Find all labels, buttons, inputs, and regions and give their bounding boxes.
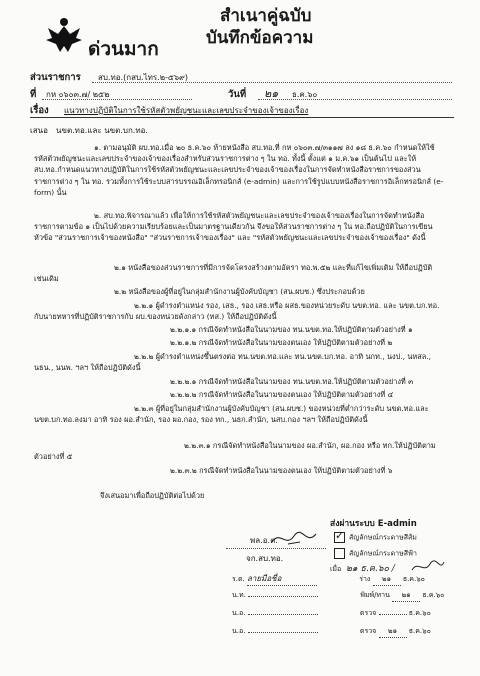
paragraph-2: ๒. สบ.ทอ.พิจารณาแล้ว เพื่อให้การใช้รหัสตัวพยัญชนะและเลขประจำของเจ้าของเรื่องในการจัดทำหนังสือราชการตามข้อ ๑ เป็นไปด้วยความเรียบร้อยและเป็นมาตรฐานเดียวกัน จึงขอให้ส่วนราชการต่าง ๆ ใน ทอ.ถือปฏิบัติในการเขียนหัวข้อ "ส่วนราชการเจ้าของหนังสือ" "ส่วนราชการเจ้าของเรื่อง" และ "รหัสตัวพยัญชนะและเลขประจำของเจ้าของเรื่อง" ดังนี้ — [34, 211, 433, 243]
routing-name — [248, 632, 318, 633]
urgency-label: ด่วนมาก — [88, 38, 159, 60]
eadmin-option-orange[interactable] — [334, 532, 417, 544]
routing-day: ๒๑ — [392, 590, 420, 602]
paragraph-2-2-1: ๒.๒.๑ ผู้ดำรงตำแหน่ง รอง, เสธ., รอง เสธ.หรือ ผสธ.ของหน่วยระดับ นขต.ทอ. และ นขต.บก.ทอ. กับนายทหารที่ปฏิบัติราชการกับ ผบ.ของหน่วยดังกล่าว (ทส.) ให้ถือปฏิบัติดังนี้ — [34, 301, 440, 322]
routing-step: ตรวจ — [359, 627, 377, 635]
memo-title: บันทึกข้อความ — [206, 28, 314, 48]
eadmin-option-orange-label: สัญลักษณ์กระดาษสีส้ม — [349, 533, 417, 542]
routing-day: ๒๑ — [373, 574, 401, 586]
to-value: นขต.ทอ.และ นขต.บก.ทอ. — [56, 126, 148, 135]
paragraph-2-2-2: ๒.๒.๒ ผู้ดำรงตำแหน่งขึ้นตรงต่อ ทน.นขต.ทอ.และ ทน.นขต.บก.ทอ. อาทิ นกท., นงป., นหสล., นธน., นนพ. ฯลฯ ให้ถือปฏิบัติดังนี้ — [34, 352, 432, 373]
checkbox-icon[interactable] — [334, 548, 345, 559]
paragraph-2-2-1-2: ๒.๒.๑.๒ กรณีจัดทำหนังสือในนามของตนเอง ให้ปฏิบัติตามตัวอย่างที่ ๒ — [170, 338, 393, 347]
routing-row — [232, 590, 444, 602]
ref-underline — [42, 99, 192, 100]
date-day: ๒๑ — [264, 87, 279, 100]
eadmin-when-value: ๒๑ ธ.ค.๖๐ / — [346, 564, 395, 574]
routing-rank: ร.ต. — [232, 575, 245, 583]
garuda-emblem-icon — [44, 14, 84, 54]
paragraph-2-2-3: ๒.๒.๓ ผู้ที่อยู่ในกลุ่มสำนักงานผู้บังคับบัญชา (สน.ผบช.) ของหน่วยที่ต่ำกว่าระดับ นขต.ทอ.และ นขต.บก.ทอ.ลงมา อาทิ รอง ผอ.สำนัก, รอง ผอ.กอง, รอง ทก., นธก.สำนัก, นสบ.กอง ฯลฯ ให้ถือปฏิบัติดังนี้ — [34, 404, 429, 425]
routing-rank: น.ท. — [232, 591, 246, 599]
ref-label: ที่ — [30, 89, 37, 100]
routing-day — [379, 614, 407, 615]
routing-name: ลายมือชื่อ — [247, 572, 317, 586]
routing-row — [232, 608, 431, 619]
date-month-year: ธ.ค.๖๐ — [292, 90, 318, 99]
agency-value: สบ.ทอ.(กสบ.ไทร.๒-๕๖๙) — [98, 73, 189, 82]
closing-line: จึงเสนอมาเพื่อถือปฏิบัติต่อไปด้วย — [100, 491, 205, 500]
routing-name — [248, 596, 318, 597]
routing-date: ธ.ค.๖๐ — [408, 627, 431, 635]
paragraph-2-2-1-1: ๒.๒.๑.๑ กรณีจัดทำหนังสือในนามของ ทน.นขต.ทอ.ให้ปฏิบัติตามตัวอย่างที่ ๑ — [170, 325, 413, 334]
routing-date: ธ.ค.๖๐ — [408, 609, 431, 617]
date-underline — [258, 99, 452, 100]
paragraph-1: ๑. ตามอนุมัติ ผบ.ทอ.เมื่อ ๒๐ ธ.ค.๖๐ ท้ายหนังสือ สบ.ทอ.ที่ กห ๐๖๐๓.๗/๓๑๑๗ ลง ๑๘ ธ.ค.๖๐ กำหนดให้ใช้รหัสตัวพยัญชนะและเลขประจำของเจ้าของเรื่องสำหรับส่วนราชการต่าง ๆ ใน ทอ. ทั้งนี้ ตั้งแต่ ๑ ม.ค.๖๑ เป็นต้นไป และให้ สบ.ทอ.กำหนดแนวทางปฏิบัติในการใช้รหัสตัวพยัญชนะและเลขประจำของเจ้าของเรื่องในการจัดทำหนังสือราชการของส่วนราชการต่าง ๆ ใน ทอ. รวมทั้งการใช้ระบบสารบรรณอิเล็กทรอนิกส์ (e-admin) และการใช้รูปแบบหนังสือราชการอิเล็กทรอนิกส์ (e-form) นั้น — [34, 143, 444, 197]
routing-day: ๒๑ — [379, 626, 407, 638]
routing-rank: น.อ. — [232, 609, 246, 617]
routing-name — [248, 614, 318, 615]
paragraph-2-2-2-2: ๒.๒.๒.๒ กรณีจัดทำหนังสือในนามของตนเอง ให้ปฏิบัติตามตัวอย่างที่ ๔ — [170, 390, 394, 399]
paragraph-2-2-2-1: ๒.๒.๒.๑ กรณีจัดทำหนังสือในนามของ ทน.นขต.ทอ.ให้ปฏิบัติตามตัวอย่างที่ ๓ — [170, 377, 414, 386]
paragraph-2-1: ๒.๑ หนังสือของส่วนราชการที่มีการจัดโครงสร้างตามอัตรา ทอ.พ.๕๒ และที่แก้ไขเพิ่มเติม ให้ถือปฏิบัติเช่นเดิม — [34, 263, 433, 284]
checkbox-icon[interactable] — [334, 532, 345, 543]
routing-step: ตรวจ — [359, 609, 377, 617]
copy-stamp: สำเนาคู่ฉบับ — [220, 6, 312, 26]
signature-position: จก.สบ.ทอ. — [246, 554, 284, 563]
routing-date: ธ.ค.๖๐ — [422, 591, 445, 599]
date-label: วันที่ — [228, 89, 247, 100]
subject-label: เรื่อง — [30, 105, 49, 116]
routing-step: ร่าง — [359, 575, 371, 583]
eadmin-option-blue-label: สัญลักษณ์กระดาษสีฟ้า — [349, 549, 417, 558]
routing-date: ธ.ค.๖๐ — [402, 575, 425, 583]
paragraph-2-2-3-1: ๒.๒.๓.๑ กรณีจัดทำหนังสือในนามของ ผอ.สำนัก, ผอ.กอง หรือ ทก.ให้ปฏิบัติตามตัวอย่างที่ ๕ — [34, 441, 436, 462]
eadmin-title: ส่งผ่านระบบ E-admin — [330, 519, 417, 529]
to-label: เสนอ — [30, 126, 48, 135]
routing-rank: น.อ. — [232, 627, 246, 635]
routing-step: พิมพ์/ทาน — [360, 591, 390, 599]
paragraph-2-2: ๒.๒ หนังสือของผู้ที่อยู่ในกลุ่มสำนักงานผู้บังคับบัญชา (สน.ผบช.) ซึ่งประกอบด้วย — [114, 287, 365, 296]
eadmin-option-blue[interactable] — [334, 548, 417, 560]
ref-value: กห ๐๖๐๓.๗/ ๒๕๒ — [46, 90, 110, 99]
routing-row — [232, 572, 425, 586]
agency-label: ส่วนราชการ — [30, 72, 81, 83]
eadmin-when-label: เมื่อ — [330, 565, 342, 573]
subject-value: แนวทางปฏิบัติในการใช้รหัสตัวพยัญชนะและเลขประจำของเจ้าของเรื่อง — [64, 106, 309, 115]
agency-underline — [92, 82, 452, 83]
routing-row — [232, 626, 431, 638]
header-divider — [30, 117, 454, 118]
signature-underline — [226, 548, 326, 549]
signature-rank: พล.อ.ต. — [250, 536, 278, 545]
paragraph-2-2-3-2: ๒.๒.๓.๒ กรณีจัดทำหนังสือในนามของตนเอง ให้ปฏิบัติตามตัวอย่างที่ ๖ — [170, 466, 393, 475]
